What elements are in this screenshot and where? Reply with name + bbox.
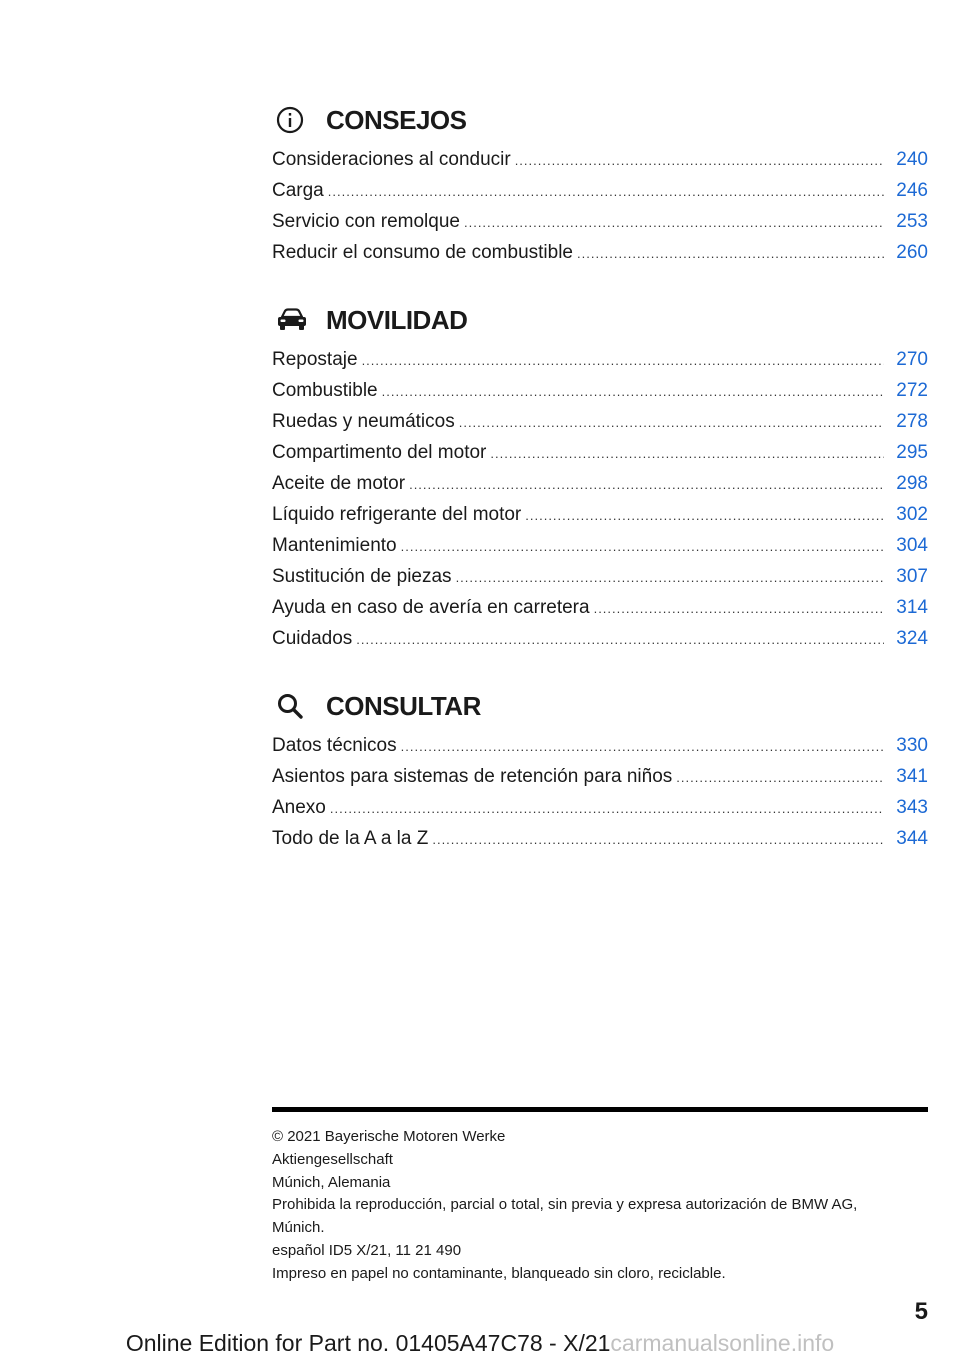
toc-entry-page[interactable]: 272: [896, 380, 928, 401]
toc-entry-page[interactable]: 246: [896, 180, 928, 201]
toc-entry-label: Repostaje: [272, 349, 358, 370]
toc-entry-label: Mantenimiento: [272, 535, 397, 556]
toc-entry[interactable]: [272, 730, 928, 761]
section-header: [272, 100, 928, 140]
dot-leader: [356, 624, 884, 655]
toc-entry-label: Compartimento del motor: [272, 442, 487, 463]
imprint-line: Impreso en papel no contaminante, blanqueado sin cloro, reciclable.: [272, 1264, 726, 1282]
toc-entry[interactable]: [272, 592, 928, 623]
dot-leader: [401, 731, 884, 762]
section-title: CONSULTAR: [326, 690, 481, 721]
section-title: CONSEJOS: [326, 104, 467, 135]
toc-entry-label: Carga: [272, 180, 324, 201]
toc-entry-page[interactable]: 253: [896, 211, 928, 232]
toc-entry-label: Sustitución de piezas: [272, 566, 452, 587]
toc-entry-label: Ruedas y neumáticos: [272, 411, 455, 432]
imprint-line: © 2021 Bayerische Motoren Werke: [272, 1128, 506, 1145]
footer-divider: [272, 1107, 928, 1112]
imprint-line: Múnich, Alemania: [272, 1173, 391, 1191]
toc-entry-label: Servicio con remolque: [272, 211, 460, 232]
toc-entry-label: Aceite de motor: [272, 473, 406, 494]
section-movilidad: [272, 300, 928, 654]
toc-entry[interactable]: [272, 375, 928, 406]
toc-entry-page[interactable]: 260: [896, 242, 928, 263]
toc-entry-label: Reducir el consumo de combustible: [272, 242, 573, 263]
toc-entry-page[interactable]: 341: [896, 766, 928, 787]
toc-entry-page[interactable]: 240: [896, 149, 928, 170]
watermark: [0, 1330, 960, 1357]
section-consultar: [272, 686, 928, 854]
dot-leader: [464, 207, 884, 238]
toc-entry[interactable]: [272, 175, 928, 206]
dot-leader: [382, 376, 884, 407]
toc-entry[interactable]: [272, 437, 928, 468]
search-icon: [272, 692, 326, 720]
section-consejos: [272, 100, 928, 268]
car-icon: [272, 307, 326, 333]
imprint-line: Prohibida la reproducción, parcial o total, sin previa y expresa autorización de BMW AG,: [272, 1196, 858, 1214]
toc-entry-page[interactable]: 298: [896, 473, 928, 494]
dot-leader: [456, 562, 884, 593]
toc-entry[interactable]: [272, 561, 928, 592]
section-title: MOVILIDAD: [326, 304, 468, 335]
imprint-line: español ID5 X/21, 11 21 490: [272, 1241, 462, 1259]
toc-entry-page[interactable]: 330: [896, 735, 928, 756]
watermark-site: carmanualsonline.info: [610, 1330, 835, 1356]
toc-entry-page[interactable]: 304: [896, 535, 928, 556]
dot-leader: [525, 500, 884, 531]
toc-entry-page[interactable]: 324: [896, 628, 928, 649]
toc-entry-label: Líquido refrigerante del motor: [272, 504, 522, 525]
toc-entry[interactable]: [272, 761, 928, 792]
imprint-block: [272, 1126, 928, 1286]
toc-entry[interactable]: [272, 468, 928, 499]
imprint-line: Múnich.: [272, 1219, 325, 1237]
toc-entry[interactable]: [272, 206, 928, 237]
toc-entry[interactable]: [272, 406, 928, 437]
toc-entry-page[interactable]: 302: [896, 504, 928, 525]
toc-entry[interactable]: [272, 344, 928, 375]
toc-entry-page[interactable]: 344: [896, 828, 928, 849]
toc-entry-label: Consideraciones al conducir: [272, 149, 511, 170]
toc-entry-page[interactable]: 307: [896, 566, 928, 587]
toc-entry[interactable]: [272, 530, 928, 561]
toc-entry[interactable]: [272, 792, 928, 823]
toc-entry-page[interactable]: 295: [896, 442, 928, 463]
dot-leader: [401, 531, 884, 562]
dot-leader: [409, 469, 884, 500]
dot-leader: [362, 345, 884, 376]
toc-entry-page[interactable]: 343: [896, 797, 928, 818]
dot-leader: [330, 793, 884, 824]
toc-entry-label: Ayuda en caso de avería en carretera: [272, 597, 590, 618]
toc-entry-label: Datos técnicos: [272, 735, 397, 756]
page-number: 5: [914, 1298, 928, 1325]
info-icon: [272, 106, 326, 134]
dot-leader: [459, 407, 884, 438]
dot-leader: [490, 438, 884, 469]
dot-leader: [676, 762, 884, 793]
imprint-line: Aktiengesellschaft: [272, 1150, 393, 1168]
toc-entry-label: Todo de la A a la Z: [272, 828, 429, 849]
toc-entry-page[interactable]: 270: [896, 349, 928, 370]
toc-entry-label: Combustible: [272, 380, 378, 401]
toc-entry[interactable]: [272, 144, 928, 175]
toc-entry-label: Anexo: [272, 797, 326, 818]
toc-entry-label: Cuidados: [272, 628, 353, 649]
watermark-edition: Online Edition for Part no. 01405A47C78 - X/21: [125, 1330, 611, 1356]
section-header: [272, 686, 928, 726]
dot-leader: [328, 176, 884, 207]
dot-leader: [432, 824, 884, 855]
toc-entry-label: Asientos para sistemas de retención para niños: [272, 766, 673, 787]
section-header: [272, 300, 928, 340]
toc-entry[interactable]: [272, 623, 928, 654]
toc-entry[interactable]: [272, 499, 928, 530]
dot-leader: [577, 238, 884, 269]
dot-leader: [515, 145, 884, 176]
toc-entry-page[interactable]: 314: [896, 597, 928, 618]
toc-entry[interactable]: [272, 237, 928, 268]
table-of-contents: [272, 100, 928, 886]
toc-entry[interactable]: [272, 823, 928, 854]
dot-leader: [594, 593, 884, 624]
toc-entry-page[interactable]: 278: [896, 411, 928, 432]
